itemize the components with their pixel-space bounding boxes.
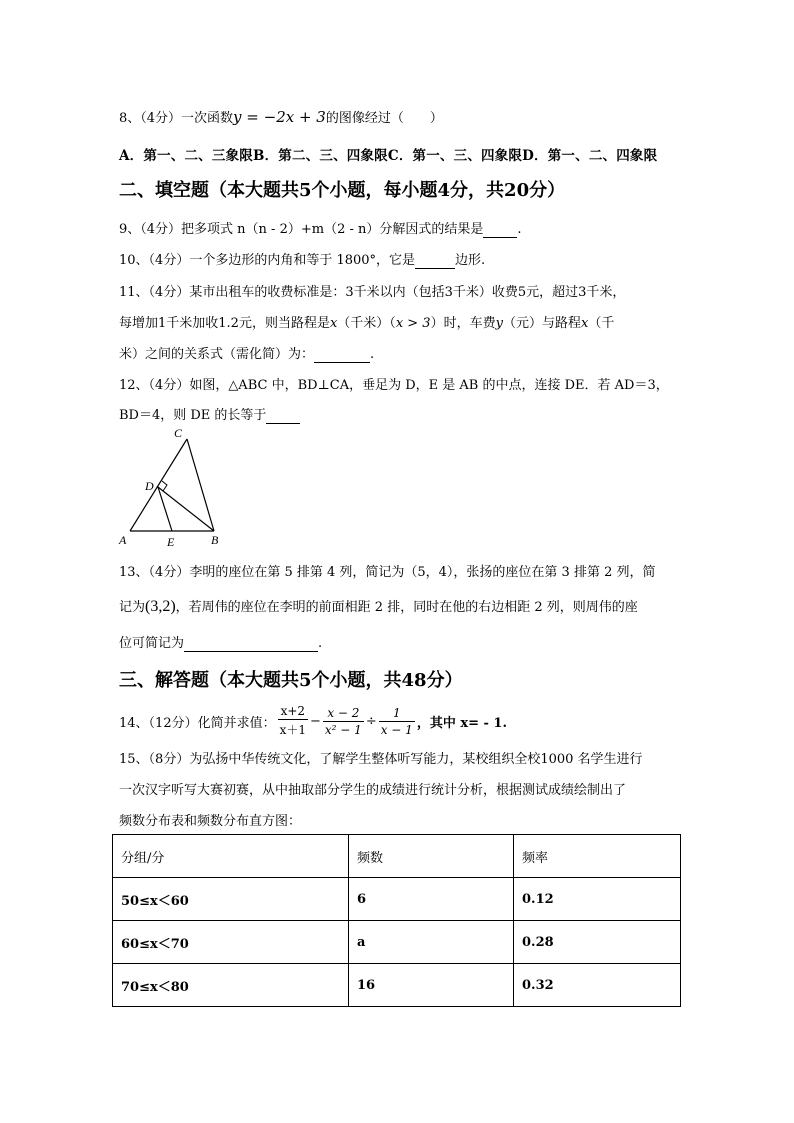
q10-stem [119, 249, 485, 269]
q11-var-x: x [329, 316, 338, 331]
q9-stem [119, 218, 522, 238]
segment-bc [187, 439, 214, 531]
q10-answer-blank[interactable] [415, 253, 455, 269]
q10-end: 边形. [455, 253, 486, 268]
q13-line2 [119, 596, 638, 616]
q11-var-x2: x [580, 316, 589, 331]
table-header-row [113, 835, 681, 878]
table-cell: 0.28 [514, 921, 681, 964]
segment-de [158, 487, 172, 531]
q14-f2-numerator: x − 2 [323, 706, 364, 722]
q15-line1: 15、（8分）为弘扬中华传统文化，了解学生整体听写能力，某校组织全校1000 名学生进行 [119, 752, 643, 767]
q8-prefix: 8、（4分）一次函数 [119, 111, 234, 126]
q13-line3 [119, 632, 322, 652]
q13-end: . [318, 636, 323, 651]
q14-fraction-3 [379, 706, 415, 737]
q8-expression: y = −2x + 3 [233, 108, 326, 126]
q11-line1: 11、（4分）某市出租车的收费标准是：3千米以内（包括3千米）收费5元，超过3千米， [119, 285, 626, 300]
q14-fraction-2 [323, 706, 364, 737]
q9-text: 9、（4分）把多项式 n（n - 2）+m（2 - n）分解因式的结果是 [119, 222, 484, 237]
q13-coordinate: (3,2) [145, 598, 176, 615]
table-cell: 0.32 [514, 964, 681, 1007]
q15-line2: 一次汉字听写大赛初赛，从中抽取部分学生的成绩进行统计分析，根据测试成绩绘制出了 [119, 783, 627, 798]
table-row [113, 964, 681, 1007]
table-cell: 6 [349, 878, 514, 921]
triangle-figure [114, 425, 224, 550]
q14-suffix: ，其中 x= - 1. [416, 715, 508, 731]
q9-end: . [517, 222, 522, 237]
q14-prefix: 14、（12分）化简并求值： [119, 715, 276, 731]
q13-line1: 13、（4分）李明的座位在第 5 排第 4 列，简记为（5，4），张扬的座位在第 3 排第 2 列，简 [119, 565, 656, 580]
table-cell: 0.12 [514, 878, 681, 921]
section2-title: 二、填空题（本大题共5个小题，每小题4分，共20分） [119, 180, 566, 201]
q14-f1-denominator: x＋1 [279, 723, 306, 737]
table-header-cell: 频率 [514, 835, 681, 878]
q11-line2c: ）时，车费 [430, 316, 496, 331]
q12-answer-blank[interactable] [266, 408, 300, 424]
q11-var-y: y [495, 316, 503, 331]
table-cell: 70≤x＜80 [113, 964, 349, 1007]
q11-line2e: （千 [588, 316, 615, 331]
label-e: E [167, 535, 175, 549]
q11-end: . [370, 347, 375, 362]
q11-line2b: （千米）（ [337, 316, 396, 331]
q14-f2-denominator: x² − 1 [324, 722, 362, 737]
q14-fraction-1 [278, 704, 308, 738]
q8-options: A．第一、二、三象限B．第二、三、四象限C．第一、三、四象限D．第一、二、四象限 [119, 148, 658, 164]
q13-answer-blank[interactable] [184, 636, 318, 652]
q13-line3-text: 位可简记为 [119, 636, 185, 651]
table-cell: a [349, 921, 514, 964]
table-cell: 60≤x＜70 [113, 921, 349, 964]
label-a: A [119, 533, 127, 547]
q12-line2-text: BD＝4，则 DE 的长等于 [119, 408, 267, 423]
q11-line2 [119, 312, 614, 331]
q13-line2a: 记为 [119, 600, 146, 615]
table-cell: 16 [349, 964, 514, 1007]
table-header-cell: 频数 [349, 835, 514, 878]
q10-text: 10、（4分）一个多边形的内角和等于 1800°，它是 [119, 253, 416, 268]
table-row [113, 878, 681, 921]
section3-title: 三、解答题（本大题共5个小题，共48分） [119, 670, 463, 691]
q11-answer-blank[interactable] [314, 347, 370, 363]
q14-operator-minus: − [310, 713, 321, 729]
q14-stem [119, 700, 507, 742]
right-angle-mark [162, 481, 167, 491]
q9-answer-blank[interactable] [483, 222, 517, 238]
frequency-table [112, 834, 681, 1007]
label-d: D [145, 479, 154, 493]
q14-f3-numerator: 1 [379, 706, 415, 722]
q15-line3: 频数分布表和频数分布直方图： [119, 814, 302, 829]
q14-operator-divide: ÷ [365, 713, 377, 729]
q11-line3 [119, 343, 374, 363]
table-cell: 50≤x＜60 [113, 878, 349, 921]
q8-suffix: 的图像经过（ ） [325, 111, 443, 126]
q14-f1-numerator: x+2 [278, 704, 308, 720]
label-b: B [211, 533, 219, 547]
q11-line3-text: 米）之间的关系式（需化简）为： [119, 347, 315, 362]
segment-ac [130, 439, 187, 531]
q11-line2a: 每增加1千米加收1.2元，则当路程是 [119, 316, 330, 331]
q12-line2 [119, 404, 300, 424]
q12-line1: 12、（4分）如图，△ABC 中，BD⊥CA，垂足为 D，E 是 AB 的中点，连接 DE．若 AD＝3， [119, 378, 669, 393]
q11-line2d: （元）与路程 [502, 316, 581, 331]
label-c: C [174, 426, 183, 440]
q13-line2b: ，若周伟的座位在李明的前面相距 2 排，同时在他的右边相距 2 列，则周伟的座 [175, 600, 638, 615]
table-row [113, 921, 681, 964]
table-header-cell: 分组/分 [113, 835, 349, 878]
q11-condition: x > 3 [395, 316, 431, 331]
segment-bd [158, 487, 214, 531]
q8-stem [119, 107, 443, 126]
q14-f3-denominator: x − 1 [380, 722, 413, 737]
